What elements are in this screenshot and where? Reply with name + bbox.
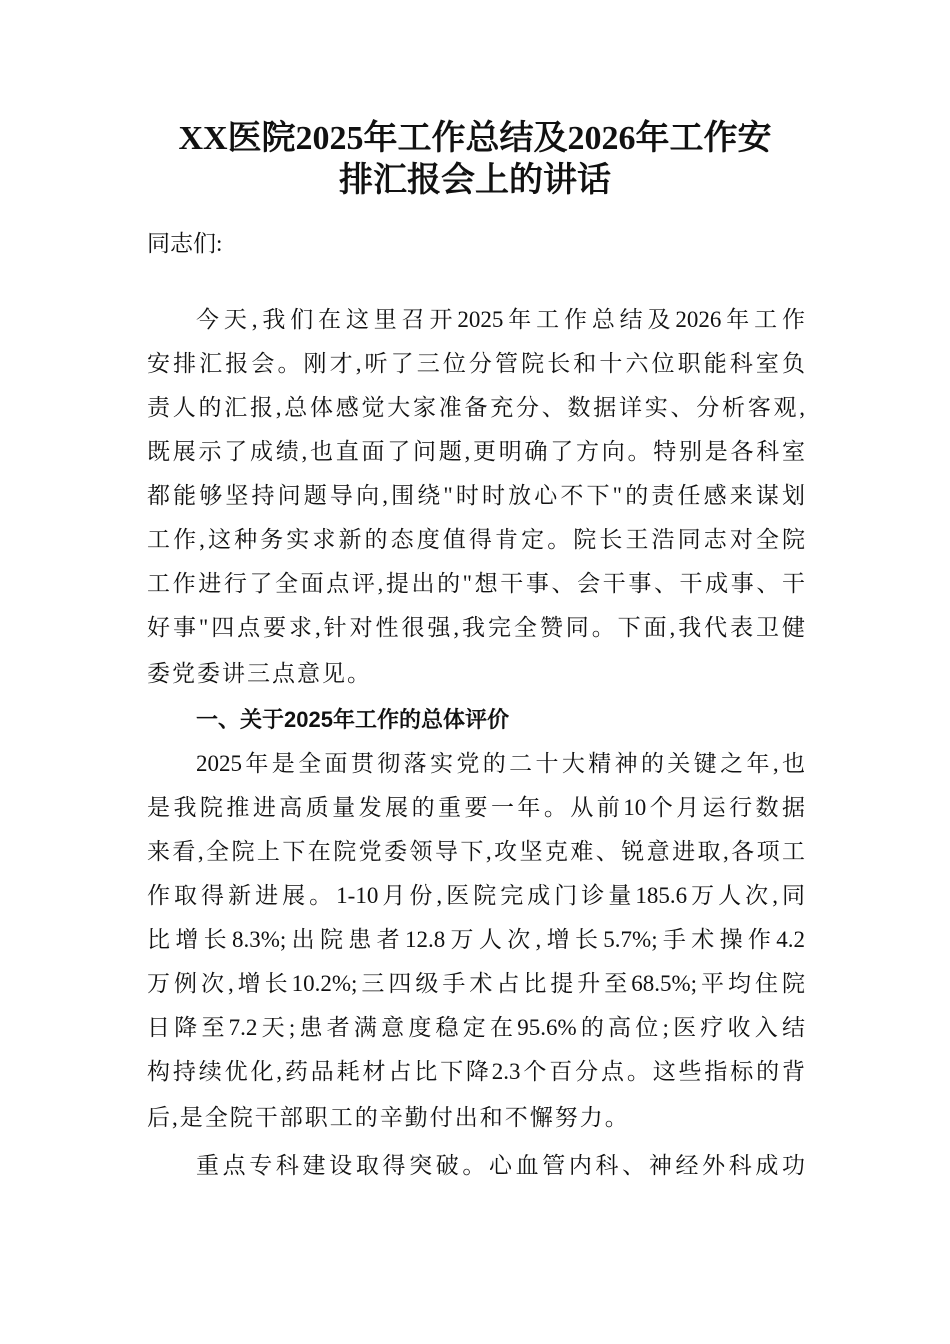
text-line: 后,是全院干部职工的辛勤付出和不懈努力。: [147, 1105, 630, 1130]
text-line: 工作,这种务实求新的态度值得肯定。院长王浩同志对全院: [147, 527, 805, 552]
title-line: XX医院2025年工作总结及2026年工作安: [178, 120, 772, 157]
text-line: 委党委讲三点意见。: [147, 661, 372, 686]
text-line: 既展示了成绩,也直面了问题,更明确了方向。特别是各科室: [147, 439, 805, 464]
text-line: 重点专科建设取得突破。心血管内科、神经外科成功: [196, 1153, 805, 1178]
text-line: 日降至7.2天;患者满意度稳定在95.6%的高位;医疗收入结: [147, 1015, 805, 1040]
section-heading: 一、关于2025年工作的总体评价: [196, 707, 509, 732]
text-line: 作取得新进展。1-10月份,医院完成门诊量185.6万人次,同: [147, 883, 805, 908]
text-line: 今天,我们在这里召开2025年工作总结及2026年工作: [196, 307, 805, 332]
text-line: 2025年是全面贯彻落实党的二十大精神的关键之年,也: [196, 751, 805, 776]
text-line: 万例次,增长10.2%;三四级手术占比提升至68.5%;平均住院: [147, 971, 805, 996]
salutation: 同志们:: [147, 231, 223, 256]
text-line: 工作进行了全面点评,提出的"想干事、会干事、干成事、干: [147, 571, 805, 596]
text-line: 都能够坚持问题导向,围绕"时时放心不下"的责任感来谋划: [147, 483, 805, 508]
text-line: 好事"四点要求,针对性很强,我完全赞同。下面,我代表卫健: [147, 615, 805, 640]
text-line: 责人的汇报,总体感觉大家准备充分、数据详实、分析客观,: [147, 395, 805, 420]
title-line: 排汇报会上的讲话: [339, 162, 611, 199]
text-line: 来看,全院上下在院党委领导下,攻坚克难、锐意进取,各项工: [147, 839, 805, 864]
text-line: 比增长8.3%;出院患者12.8万人次,增长5.7%;手术操作4.2: [147, 927, 805, 952]
text-line: 是我院推进高质量发展的重要一年。从前10个月运行数据: [147, 795, 805, 820]
text-line: 构持续优化,药品耗材占比下降2.3个百分点。这些指标的背: [147, 1059, 805, 1084]
text-line: 安排汇报会。刚才,听了三位分管院长和十六位职能科室负: [147, 351, 805, 376]
